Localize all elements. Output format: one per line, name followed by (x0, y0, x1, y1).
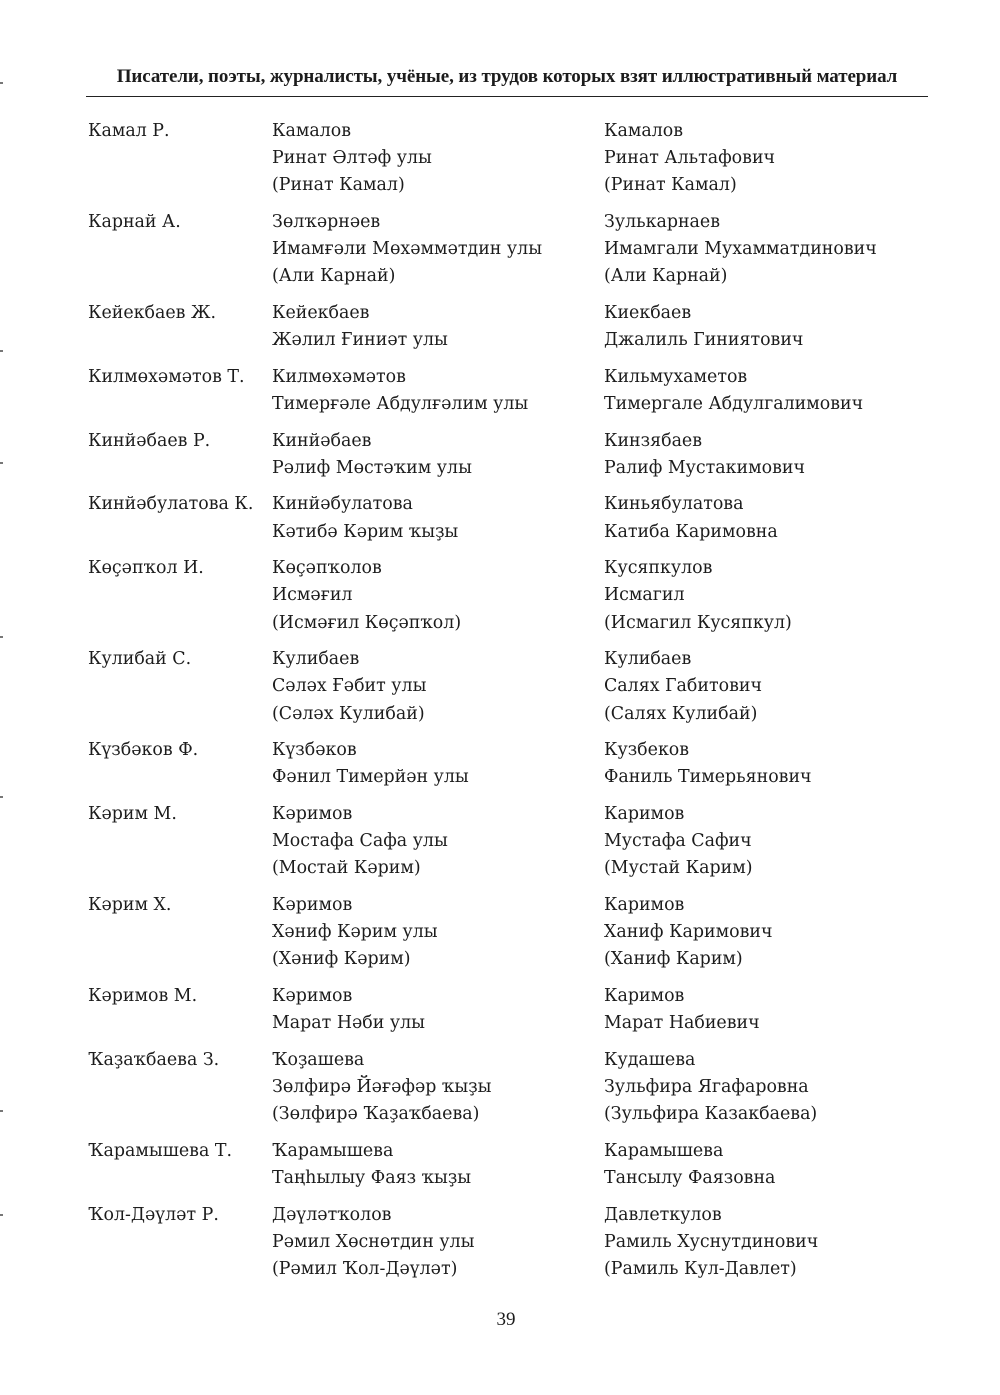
author-russian-name-line: Кильмухаметов (604, 366, 748, 387)
author-entry (88, 1202, 948, 1284)
author-entry (88, 1138, 948, 1192)
author-short-name: Кәрим Х. (88, 894, 172, 915)
author-bashkir-name-line: Жәлил Ғиниәт улы (272, 330, 448, 351)
author-bashkir-name-line: Кәримов (272, 894, 353, 915)
author-russian-name-line: Кулибаев (604, 649, 692, 670)
author-russian-name-line: Мустафа Сафич (604, 831, 752, 852)
author-bashkir-name-line: Күзбәков (272, 740, 357, 761)
author-russian-name-line: Кузбеков (604, 740, 690, 761)
author-entry (88, 646, 948, 728)
scan-edge-mark (0, 1110, 3, 1112)
author-bashkir-name-line: (Исмәғил Көҫәпҡол) (272, 612, 462, 633)
author-bashkir-name-line: Кейекбаев (272, 303, 370, 323)
author-russian-name-line: Камалов (604, 121, 684, 141)
author-bashkir-name-line: Камалов (272, 121, 352, 141)
author-russian-name-line: Фаниль Тимерьянович (604, 767, 812, 788)
author-bashkir-name-column (272, 209, 604, 291)
author-russian-name-line: Каримов (604, 985, 685, 1006)
author-bashkir-name-line: Кулибаев (272, 649, 360, 670)
author-russian-name-line: Карамышева (604, 1140, 724, 1161)
author-short-name: Кәрим М. (88, 803, 177, 824)
author-bashkir-name-line: Зөлҡәрнәев (272, 212, 381, 232)
author-russian-name-line: Кусяпкулов (604, 558, 713, 579)
author-russian-name-line: Салях Габитович (604, 676, 762, 697)
author-bashkir-name-line: Тимерғәле Абдулғәлим улы (272, 394, 529, 414)
scan-edge-mark (0, 82, 3, 84)
author-russian-name-line: Ралиф Мустакимович (604, 457, 805, 478)
author-russian-name-line: Кинзябаев (604, 430, 703, 451)
author-russian-name-line: Киньябулатова (604, 494, 744, 515)
author-russian-name-column (604, 428, 948, 482)
author-bashkir-name-line: Зөлфирә Йәғәфәр ҡыҙы (272, 1076, 492, 1097)
author-short-name: Көҫәпҡол И. (88, 558, 204, 579)
author-short-name: Күзбәков Ф. (88, 740, 199, 761)
author-bashkir-name-line: Фәнил Тимерйән улы (272, 767, 469, 788)
author-entry (88, 364, 948, 418)
author-bashkir-name-line: Сәләх Ғәбит улы (272, 676, 427, 697)
author-russian-name-column (604, 1047, 948, 1129)
author-russian-name-column (604, 300, 948, 354)
author-russian-name-column (604, 737, 948, 791)
author-entry (88, 555, 948, 637)
scan-edge-mark (0, 462, 3, 464)
author-bashkir-name-line: Марат Нәби улы (272, 1013, 425, 1034)
author-bashkir-name-column (272, 555, 604, 637)
author-bashkir-name-line: (Мостай Кәрим) (272, 858, 421, 879)
author-bashkir-name-column (272, 1202, 604, 1284)
author-bashkir-name-column (272, 118, 604, 200)
author-entry (88, 983, 948, 1037)
author-russian-name-line: (Исмагил Кусяпкул) (604, 612, 792, 633)
author-russian-name-line: (Ханиф Карим) (604, 949, 743, 970)
author-bashkir-name-line: Мостафа Сафа улы (272, 831, 448, 852)
author-russian-name-line: Марат Набиевич (604, 1013, 760, 1034)
page-number: 39 (496, 1309, 516, 1330)
author-bashkir-name-line: (Рәмил Ҡол-Дәүләт) (272, 1258, 458, 1279)
author-bashkir-name-column (272, 1047, 604, 1129)
author-short-name: Ҡол-Дәүләт Р. (88, 1204, 219, 1225)
scan-edge-mark (0, 636, 3, 638)
author-entry (88, 892, 948, 974)
author-bashkir-name-line: Көҫәпҡолов (272, 558, 382, 579)
author-bashkir-name-line: (Сәләх Кулибай) (272, 703, 425, 724)
author-russian-name-line: Джалиль Гиниятович (604, 330, 804, 351)
author-russian-name-column (604, 892, 948, 974)
author-short-name: Кинйәбулатова К. (88, 494, 254, 515)
author-list (88, 118, 948, 1293)
title-divider (86, 96, 928, 97)
author-bashkir-name-line: (Зөлфирә Ҡаҙаҡбаева) (272, 1104, 480, 1125)
author-bashkir-name-line: Ҡарамышева (272, 1140, 394, 1161)
author-russian-name-column (604, 555, 948, 637)
author-bashkir-name-line: (Али Карнай) (272, 266, 396, 287)
author-bashkir-name-line: Рәлиф Мөстәҡим улы (272, 457, 472, 478)
author-bashkir-name-column (272, 300, 604, 354)
author-bashkir-name-column (272, 737, 604, 791)
author-bashkir-name-line: Ҡоҙашева (272, 1049, 365, 1070)
author-bashkir-name-line: Исмәғил (272, 585, 353, 606)
author-russian-name-line: (Мустай Карим) (604, 858, 753, 879)
author-russian-name-column (604, 1202, 948, 1284)
author-short-name: Кәримов М. (88, 985, 198, 1006)
author-bashkir-name-line: Таңһылыу Фаяз ҡыҙы (272, 1167, 472, 1188)
author-russian-name-line: (Ринат Камал) (604, 175, 737, 196)
author-russian-name-column (604, 491, 948, 545)
author-russian-name-line: Кудашева (604, 1049, 696, 1070)
author-russian-name-column (604, 801, 948, 883)
author-short-name: Ҡаҙаҡбаева З. (88, 1049, 220, 1070)
author-bashkir-name-line: (Хәниф Кәрим) (272, 949, 411, 970)
author-bashkir-name-column (272, 892, 604, 974)
author-russian-name-column (604, 209, 948, 291)
author-bashkir-name-line: Рәмил Хөснөтдин улы (272, 1231, 475, 1252)
author-russian-name-line: Зульфира Ягафаровна (604, 1076, 809, 1097)
author-entry (88, 428, 948, 482)
author-entry (88, 1047, 948, 1129)
author-bashkir-name-line: (Ринат Камал) (272, 175, 405, 196)
author-russian-name-line: Зулькарнаев (604, 212, 720, 232)
scan-edge-mark (0, 1214, 3, 1216)
author-russian-name-column (604, 118, 948, 200)
author-russian-name-column (604, 364, 948, 418)
author-bashkir-name-column (272, 801, 604, 883)
author-russian-name-column (604, 646, 948, 728)
author-russian-name-column (604, 1138, 948, 1192)
scan-edge-mark (0, 796, 3, 798)
author-russian-name-line: Исмагил (604, 585, 685, 606)
author-entry (88, 491, 948, 545)
author-short-name: Камал Р. (88, 121, 170, 141)
author-russian-name-line: (Али Карнай) (604, 266, 728, 287)
author-bashkir-name-line: Имамғәли Мөхәммәтдин улы (272, 239, 543, 260)
author-russian-name-line: Киекбаев (604, 303, 692, 323)
author-bashkir-name-line: Кәтибә Кәрим ҡыҙы (272, 521, 459, 542)
author-entry (88, 118, 948, 200)
author-bashkir-name-line: Кинйәбаев (272, 430, 372, 451)
author-entry (88, 209, 948, 291)
author-short-name: Ҡарамышева Т. (88, 1140, 232, 1161)
author-russian-name-line: (Рамиль Кул-Давлет) (604, 1258, 797, 1279)
author-russian-name-line: Каримов (604, 894, 685, 915)
author-russian-name-column (604, 983, 948, 1037)
author-short-name: Килмөхәмәтов Т. (88, 366, 245, 387)
author-short-name: Карнай А. (88, 212, 181, 232)
author-bashkir-name-line: Ринат Әлтәф улы (272, 148, 432, 169)
author-russian-name-line: Ринат Альтафович (604, 148, 776, 169)
author-bashkir-name-line: Килмөхәмәтов (272, 366, 406, 387)
author-bashkir-name-line: Хәниф Кәрим улы (272, 922, 438, 943)
author-bashkir-name-column (272, 1138, 604, 1192)
author-bashkir-name-column (272, 983, 604, 1037)
author-russian-name-line: Тансылу Фаязовна (604, 1167, 776, 1188)
author-short-name: Кейекбаев Ж. (88, 303, 217, 323)
author-short-name: Кинйәбаев Р. (88, 430, 211, 451)
author-russian-name-line: Тимергале Абдулгалимович (604, 394, 864, 414)
author-bashkir-name-column (272, 364, 604, 418)
author-russian-name-line: Катиба Каримовна (604, 521, 778, 542)
author-bashkir-name-line: Кәримов (272, 985, 353, 1006)
author-bashkir-name-line: Дәүләтҡолов (272, 1204, 392, 1225)
author-short-name: Кулибай С. (88, 649, 192, 670)
author-russian-name-line: Давлеткулов (604, 1204, 722, 1225)
author-russian-name-line: Каримов (604, 803, 685, 824)
author-bashkir-name-column (272, 428, 604, 482)
author-russian-name-line: (Зульфира Казакбаева) (604, 1104, 818, 1125)
author-bashkir-name-column (272, 646, 604, 728)
author-bashkir-name-column (272, 491, 604, 545)
author-russian-name-line: Имамгали Мухамматдинович (604, 239, 877, 260)
author-russian-name-line: (Салях Кулибай) (604, 703, 758, 724)
author-russian-name-line: Ханиф Каримович (604, 922, 773, 943)
author-bashkir-name-line: Кинйәбулатова (272, 494, 413, 515)
author-russian-name-line: Рамиль Хуснутдинович (604, 1231, 819, 1252)
page-title: Писатели, поэты, журналисты, учёные, из трудов которых взят иллюстративный материал (116, 66, 898, 87)
author-entry (88, 737, 948, 791)
author-entry (88, 801, 948, 883)
scan-edge-mark (0, 350, 3, 352)
author-bashkir-name-line: Кәримов (272, 803, 353, 824)
author-entry (88, 300, 948, 354)
